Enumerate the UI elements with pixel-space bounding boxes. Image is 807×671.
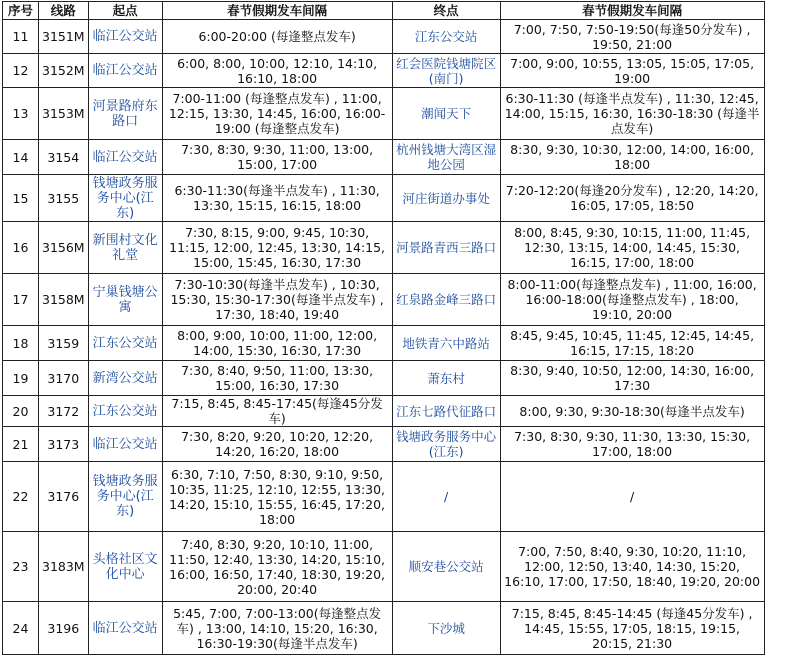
end-stop: 河景路青西三路口 — [392, 222, 500, 274]
route-number: 3183M — [39, 532, 89, 602]
table-row — [3, 462, 765, 532]
end-interval: 8:30, 9:30, 10:30, 12:00, 14:00, 16:00, 18:00 — [500, 140, 764, 175]
start-stop: 宁巢钱塘公寓 — [88, 274, 162, 326]
start-stop: 钱塘政务服务中心(江东) — [88, 175, 162, 222]
route-number: 3154 — [39, 140, 89, 175]
start-interval: 7:30, 8:30, 9:30, 11:00, 13:00, 15:00, 17:00 — [162, 140, 392, 175]
header-row — [3, 2, 765, 20]
start-interval: 7:30-10:30(每逢半点发车) , 10:30, 15:30, 15:30-17:30(每逢半点发车) , 17:30, 18:40, 19:40 — [162, 274, 392, 326]
header-interval-start: 春节假期发车间隔 — [162, 2, 392, 20]
start-stop: 临江公交站 — [88, 427, 162, 462]
row-index: 17 — [3, 274, 39, 326]
route-number: 3156M — [39, 222, 89, 274]
header-interval-end: 春节假期发车间隔 — [500, 2, 764, 20]
start-interval: 7:40, 8:30, 9:20, 10:10, 11:00, 11:50, 12:40, 13:30, 14:20, 15:10, 16:00, 16:50, 17:40, 18:30, 19:20, 20:00, 20:40 — [162, 532, 392, 602]
table-row — [3, 20, 765, 54]
header-route: 线路 — [39, 2, 89, 20]
table-row — [3, 274, 765, 326]
start-stop: 河景路府东路口 — [88, 88, 162, 140]
start-stop: 新围村文化礼堂 — [88, 222, 162, 274]
row-index: 15 — [3, 175, 39, 222]
start-interval: 7:30, 8:15, 9:00, 9:45, 10:30, 11:15, 12:00, 12:45, 13:30, 14:15, 15:00, 15:45, 16:30, 17:30 — [162, 222, 392, 274]
row-index: 20 — [3, 396, 39, 427]
start-stop: 临江公交站 — [88, 54, 162, 88]
route-number: 3170 — [39, 361, 89, 396]
route-number: 3172 — [39, 396, 89, 427]
end-interval: 7:30, 8:30, 9:30, 11:30, 13:30, 15:30, 17:00, 18:00 — [500, 427, 764, 462]
table-row — [3, 427, 765, 462]
start-interval: 6:30-11:30(每逢半点发车) , 11:30, 13:30, 15:15, 16:15, 18:00 — [162, 175, 392, 222]
start-interval: 6:00, 8:00, 10:00, 12:10, 14:10, 16:10, 18:00 — [162, 54, 392, 88]
row-index: 22 — [3, 462, 39, 532]
end-interval: 7:00, 7:50, 7:50-19:50(每逢50分发车) , 19:50, 21:00 — [500, 20, 764, 54]
start-interval: 7:30, 8:20, 9:20, 10:20, 12:20, 14:20, 16:20, 18:00 — [162, 427, 392, 462]
start-interval: 6:00-20:00 (每逢整点发车) — [162, 20, 392, 54]
start-interval: 7:00-11:00 (每逢整点发车) , 11:00, 12:15, 13:30, 14:45, 16:00, 16:00-19:00 (每逢整点发车) — [162, 88, 392, 140]
end-interval: 7:15, 8:45, 8:45-14:45 (每逢45分发车) , 14:45, 15:55, 17:05, 18:15, 19:15, 20:15, 21:30 — [500, 602, 764, 655]
end-interval: 8:00, 8:45, 9:30, 10:15, 11:00, 11:45, 12:30, 13:15, 14:00, 14:45, 15:30, 16:15, 17:00, 18:00 — [500, 222, 764, 274]
start-stop: 江东公交站 — [88, 326, 162, 361]
end-stop: 钱塘政务服务中心(江东) — [392, 427, 500, 462]
route-number: 3159 — [39, 326, 89, 361]
table-row — [3, 532, 765, 602]
table-row — [3, 175, 765, 222]
end-stop: 顺安巷公交站 — [392, 532, 500, 602]
route-number: 3173 — [39, 427, 89, 462]
end-stop: / — [392, 462, 500, 532]
row-index: 14 — [3, 140, 39, 175]
table-row — [3, 361, 765, 396]
start-stop: 新湾公交站 — [88, 361, 162, 396]
route-number: 3176 — [39, 462, 89, 532]
start-stop: 江东公交站 — [88, 396, 162, 427]
row-index: 13 — [3, 88, 39, 140]
end-stop: 红会医院钱塘院区(南门) — [392, 54, 500, 88]
end-interval: 8:30, 9:40, 10:50, 12:00, 14:30, 16:00, 17:30 — [500, 361, 764, 396]
start-stop: 临江公交站 — [88, 140, 162, 175]
end-interval: 7:20-12:20(每逢20分发车) , 12:20, 14:20, 16:05, 17:05, 18:50 — [500, 175, 764, 222]
table-row — [3, 88, 765, 140]
table-row — [3, 396, 765, 427]
row-index: 12 — [3, 54, 39, 88]
route-number: 3153M — [39, 88, 89, 140]
end-interval: 6:30-11:30 (每逢半点发车) , 11:30, 12:45, 14:00, 15:15, 16:30, 16:30-18:30 (每逢半点发车) — [500, 88, 764, 140]
header-start: 起点 — [88, 2, 162, 20]
table-row — [3, 602, 765, 655]
start-interval: 7:30, 8:40, 9:50, 11:00, 13:30, 15:00, 16:30, 17:30 — [162, 361, 392, 396]
route-number: 3155 — [39, 175, 89, 222]
row-index: 23 — [3, 532, 39, 602]
end-interval: 7:00, 9:00, 10:55, 13:05, 15:05, 17:05, 19:00 — [500, 54, 764, 88]
table-row — [3, 140, 765, 175]
end-interval: 8:00, 9:30, 9:30-18:30(每逢半点发车) — [500, 396, 764, 427]
row-index: 21 — [3, 427, 39, 462]
row-index: 18 — [3, 326, 39, 361]
end-stop: 河庄街道办事处 — [392, 175, 500, 222]
end-stop: 萧东村 — [392, 361, 500, 396]
row-index: 11 — [3, 20, 39, 54]
table-body — [3, 20, 765, 655]
start-stop: 头格社区文化中心 — [88, 532, 162, 602]
end-stop: 江东公交站 — [392, 20, 500, 54]
header-end: 终点 — [392, 2, 500, 20]
start-interval: 7:15, 8:45, 8:45-17:45(每逢45分发车) — [162, 396, 392, 427]
end-stop: 地铁青六中路站 — [392, 326, 500, 361]
route-number: 3196 — [39, 602, 89, 655]
start-stop: 钱塘政务服务中心(江东) — [88, 462, 162, 532]
table-row — [3, 222, 765, 274]
end-stop: 杭州钱塘大湾区湿地公园 — [392, 140, 500, 175]
start-stop: 临江公交站 — [88, 20, 162, 54]
row-index: 24 — [3, 602, 39, 655]
end-stop: 潮闻天下 — [392, 88, 500, 140]
end-interval: 8:00-11:00(每逢整点发车) , 11:00, 16:00, 16:00-18:00(每逢整点发车) , 18:00, 19:10, 20:00 — [500, 274, 764, 326]
start-interval: 6:30, 7:10, 7:50, 8:30, 9:10, 9:50, 10:35, 11:25, 12:10, 12:55, 13:30, 14:20, 15:10, 15:55, 16:45, 17:20, 18:00 — [162, 462, 392, 532]
end-stop: 下沙城 — [392, 602, 500, 655]
end-stop: 红泉路金峰三路口 — [392, 274, 500, 326]
bus-schedule-table — [2, 1, 765, 655]
route-number: 3151M — [39, 20, 89, 54]
table-row — [3, 54, 765, 88]
start-interval: 8:00, 9:00, 10:00, 11:00, 12:00, 14:00, 15:30, 16:30, 17:30 — [162, 326, 392, 361]
end-interval: 8:45, 9:45, 10:45, 11:45, 12:45, 14:45, 16:15, 17:15, 18:20 — [500, 326, 764, 361]
end-interval: / — [500, 462, 764, 532]
start-stop: 临江公交站 — [88, 602, 162, 655]
row-index: 19 — [3, 361, 39, 396]
header-index: 序号 — [3, 2, 39, 20]
end-interval: 7:00, 7:50, 8:40, 9:30, 10:20, 11:10, 12:00, 12:50, 13:40, 14:30, 15:20, 16:10, 17:00, 17:50, 18:40, 19:20, 20:00 — [500, 532, 764, 602]
row-index: 16 — [3, 222, 39, 274]
route-number: 3158M — [39, 274, 89, 326]
end-stop: 江东七路代征路口 — [392, 396, 500, 427]
start-interval: 5:45, 7:00, 7:00-13:00(每逢整点发车) , 13:00, 14:10, 15:20, 16:30, 16:30-19:30(每逢半点发车) — [162, 602, 392, 655]
route-number: 3152M — [39, 54, 89, 88]
table-row — [3, 326, 765, 361]
